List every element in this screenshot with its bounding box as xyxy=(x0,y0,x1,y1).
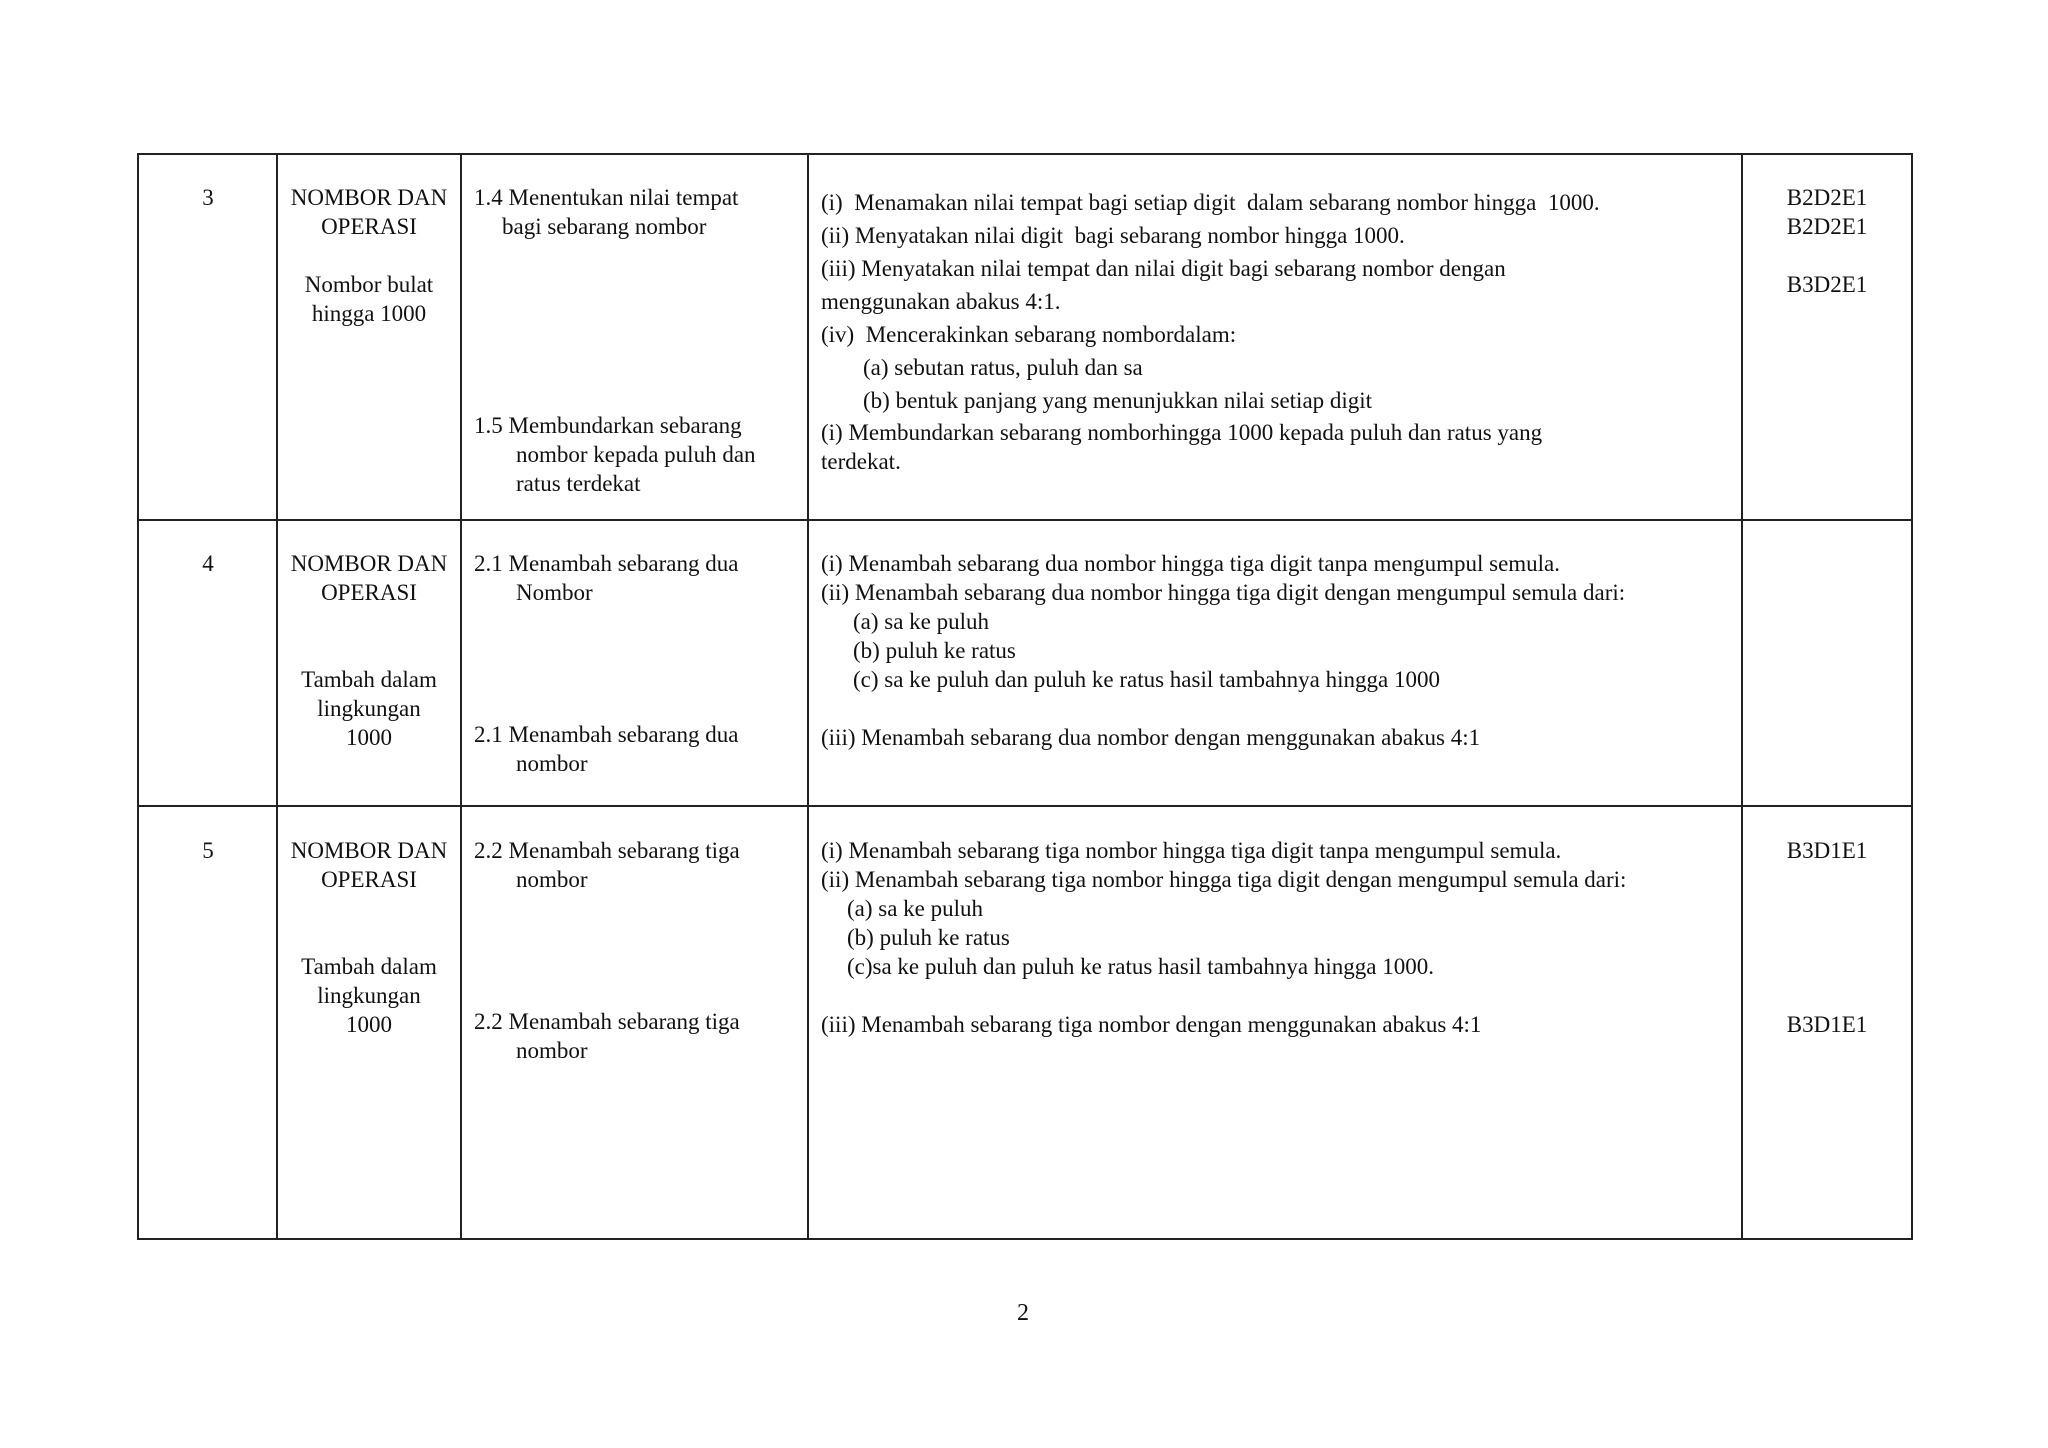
column-divider-3 xyxy=(807,153,809,1240)
learning-standard-cell: 2.1 Menambah sebarang dua nombor xyxy=(474,722,739,776)
objectives-cell: (i) Membundarkan sebarang nomborhingga 1000 kepada puluh dan ratus yang terdekat. xyxy=(821,420,1543,474)
objectives-cell: (i) Menamakan nilai tempat bagi setiap digit dalam sebarang nombor hingga 1000. (ii) Menyatakan nilai digit bagi sebarang nombor hingga 1000. (iii) Menyatakan nilai tempat dan nilai digit bagi sebarang nombor dengan menggunakan abakus 4:1. (iv) Mencerakinkan sebarang nombordalam: (a) sebutan ratus, puluh dan sa (b) bentuk panjang yang menunjukkan nilai setiap digit xyxy=(821,190,1600,413)
week-number: 5 xyxy=(202,838,214,863)
learning-standard-cell: 2.2 Menambah sebarang tiga nombor xyxy=(474,838,740,892)
learning-standard-cell: 2.2 Menambah sebarang tiga nombor xyxy=(474,1009,740,1063)
learning-standard-cell: 1.5 Membundarkan sebarang nombor kepada puluh dan ratus terdekat xyxy=(474,413,756,496)
topic-cell: NOMBOR DAN OPERASI Nombor bulat hingga 1000 xyxy=(290,185,448,326)
table-border-left xyxy=(137,153,139,1240)
week-number: 4 xyxy=(202,551,214,576)
objectives-cell: (i) Menambah sebarang tiga nombor hingga tiga digit tanpa mengumpul semula. (ii) Menambah sebarang tiga nombor hingga tiga digit dengan mengumpul semula dari: (a) sa ke puluh (b) puluh ke ratus (c)sa ke puluh dan puluh ke ratus hasil tambahnya hingga 1000. (iii) Menambah sebarang tiga nombor dengan menggunakan abakus 4:1 xyxy=(821,838,1627,1037)
row-divider-2 xyxy=(138,805,1913,807)
column-divider-2 xyxy=(460,153,462,1240)
table-border-bottom xyxy=(138,1238,1913,1240)
table-border-right xyxy=(1911,153,1913,1240)
learning-standard-cell: 2.1 Menambah sebarang dua Nombor xyxy=(474,551,739,605)
table-border-top xyxy=(138,153,1913,155)
row-divider-1 xyxy=(138,519,1913,521)
learning-standard-cell: 1.4 Menentukan nilai tempat bagi sebarang nombor xyxy=(474,185,739,239)
topic-cell: NOMBOR DAN OPERASI Tambah dalam lingkungan 1000 xyxy=(290,838,448,1037)
topic-cell: NOMBOR DAN OPERASI Tambah dalam lingkungan 1000 xyxy=(290,551,448,750)
performance-code-cell: B3D1E1 B3D1E1 xyxy=(1786,838,1868,1037)
week-number: 3 xyxy=(202,185,214,210)
objectives-cell: (i) Menambah sebarang dua nombor hingga tiga digit tanpa mengumpul semula. (ii) Menambah sebarang dua nombor hingga tiga digit dengan mengumpul semula dari: (a) sa ke puluh (b) puluh ke ratus (c) sa ke puluh dan puluh ke ratus hasil tambahnya hingga 1000 (iii) Menambah sebarang dua nombor dengan menggunakan abakus 4:1 xyxy=(821,551,1626,750)
page-number: 2 xyxy=(1017,1300,1029,1326)
column-divider-4 xyxy=(1741,153,1743,1240)
performance-code-cell: B2D2E1 B2D2E1 B3D2E1 xyxy=(1786,185,1868,297)
